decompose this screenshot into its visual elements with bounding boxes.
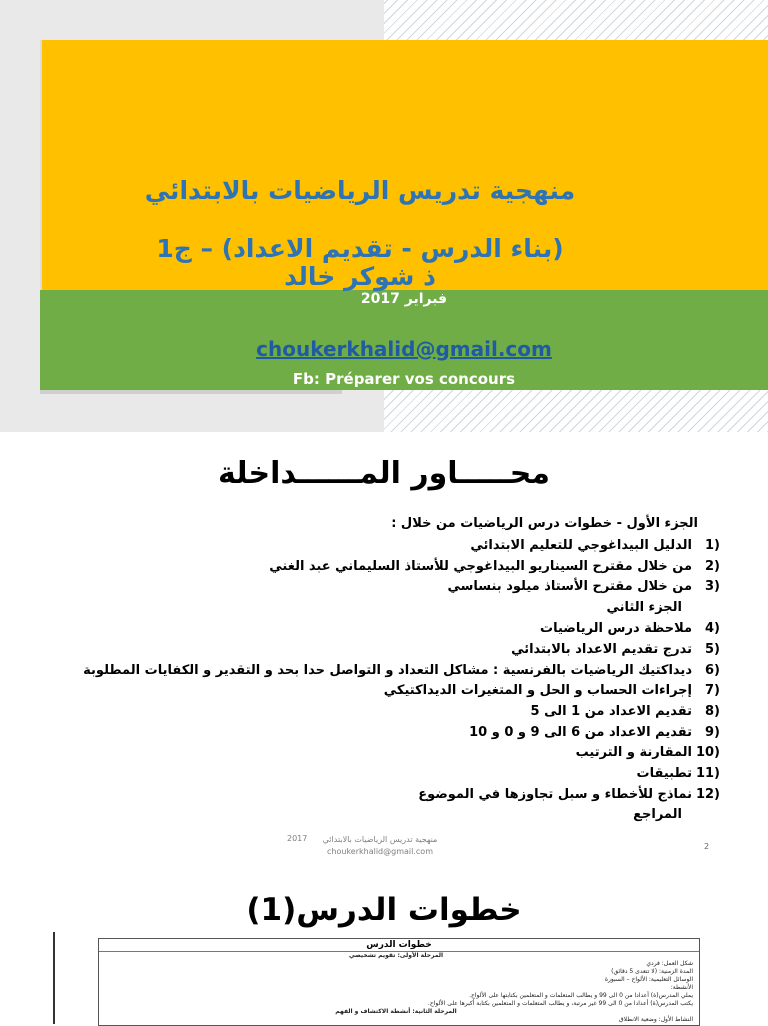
footer-email: choukerkhalid@gmail.com: [327, 847, 433, 856]
scanned-document: [98, 938, 700, 1026]
item-text: إجراءات الحساب و الحل و المتغيرات الديداكتيكي: [383, 683, 692, 699]
doc-line: المرحلة الأولى: تقويم تشخيصي: [348, 952, 444, 959]
list-section: [60, 598, 720, 619]
list-item: [60, 764, 720, 785]
slide-subtitle: (بناء الدرس - تقديم الاعداد) – ج1: [156, 234, 564, 263]
list-item: [60, 723, 720, 744]
doc-header: خطوات الدرس: [99, 939, 699, 952]
section-heading: المراجع: [633, 807, 682, 823]
section-heading: الجزء الثاني: [606, 600, 682, 616]
item-text: من خلال مقترح الأستاذ ميلود بنساسي: [447, 579, 692, 595]
list-item: [60, 702, 720, 723]
item-text: تقديم الاعداد من 6 الى 9 و 0 و 10: [469, 724, 692, 740]
item-text: تدرج تقديم الاعداد بالابتدائي: [511, 641, 692, 657]
list-item: [60, 681, 720, 702]
doc-line: المدة الزمنية: (لا تتعدى 5 دقائق): [611, 968, 693, 975]
doc-line: يكتب المدرس(ة) أعدادا من 0 الى 99 غير مرتبة، و يطالب المتعلمات و المتعلمين بكتابة أكبرها على الألواح.: [427, 1000, 693, 1007]
item-text: ملاحظة درس الرياضيات: [540, 620, 692, 636]
footer-title: منهجية تدريس الرياضيات بالابتدائي: [322, 835, 438, 844]
slide-title: منهجية تدريس الرياضيات بالابتدائي: [144, 176, 576, 205]
steps-slide: [0, 864, 768, 1024]
item-number: (2: [705, 558, 720, 574]
doc-line: المرحلة الثانية: أنشطة الاكتشاف و الفهم: [335, 1008, 457, 1015]
list-item: [60, 577, 720, 598]
divider: [40, 390, 342, 394]
author-name: ذ شوكر خالد: [284, 262, 436, 291]
title-slide: [0, 0, 768, 432]
footer-caption: [290, 834, 470, 858]
list-item: [60, 619, 720, 640]
doc-line: يملي المدرس(ة) أعدادا من 0 الى 99 و يطالب المتعلمات و المتعلمين بكتابتها على الألواح.: [469, 992, 693, 999]
item-number: (3: [705, 579, 720, 595]
doc-line: الوسائل التعليمية: الألواح – السبورة: [604, 976, 693, 983]
doc-line: شكل العمل: فردي: [646, 960, 693, 967]
item-number: (11: [695, 766, 720, 782]
item-text: ديداكتيك الرياضيات بالفرنسية : مشاكل التعداد و التواصل حدا بحد و التقدير و الكفايات المطلوبة: [83, 663, 692, 679]
doc-line: النشاط الأول: وضعية الانطلاق: [619, 1016, 693, 1023]
item-number: (9: [705, 724, 720, 740]
outline-intro: الجزء الأول - خطوات درس الرياضيات من خلال :: [391, 516, 698, 531]
steps-title: خطوات الدرس(1): [246, 892, 522, 928]
list-item: [60, 660, 720, 681]
list-item: [60, 785, 720, 806]
item-number: (1: [705, 538, 720, 553]
item-text: من خلال مقترح السيناريو البيداغوجي للأستاذ السليماني عبد الغني: [269, 558, 692, 574]
item-number: (8: [705, 703, 720, 719]
doc-line: الأنشطة:: [670, 984, 693, 991]
item-text: تقديم الاعداد من 1 الى 5: [530, 703, 692, 719]
item-number: [692, 805, 720, 826]
margin-line: [53, 932, 55, 1024]
item-text: المقارنة و الترتيب: [575, 745, 692, 761]
item-number: (10: [695, 745, 720, 761]
footer-year: 2017: [287, 834, 308, 843]
list-section: [60, 805, 720, 826]
item-number: (4: [705, 620, 720, 636]
list-item: [60, 536, 720, 557]
item-number: (5: [705, 641, 720, 657]
facebook-label: Fb: Préparer vos concours: [292, 370, 516, 388]
item-number: (6: [705, 663, 720, 679]
outline-title: محـــــاور المــــــداخلة: [218, 456, 550, 491]
item-number: [692, 598, 720, 619]
list-item: [60, 640, 720, 661]
outline-list: [60, 536, 720, 826]
page-number: 2: [704, 842, 710, 851]
list-item: [60, 743, 720, 764]
outline-slide: [0, 432, 768, 864]
item-number: (12: [695, 786, 720, 802]
list-item: [60, 557, 720, 578]
email-link[interactable]: choukerkhalid@gmail.com: [256, 337, 552, 361]
item-text: تطبيقات: [636, 766, 692, 782]
item-text: نماذج للأخطاء و سبل تجاوزها في الموضوع: [418, 786, 692, 802]
date-label: فبراير 2017: [360, 291, 448, 307]
item-text: الدليل البيداغوجي للتعليم الابتدائي: [470, 538, 692, 553]
item-number: (7: [705, 683, 720, 699]
